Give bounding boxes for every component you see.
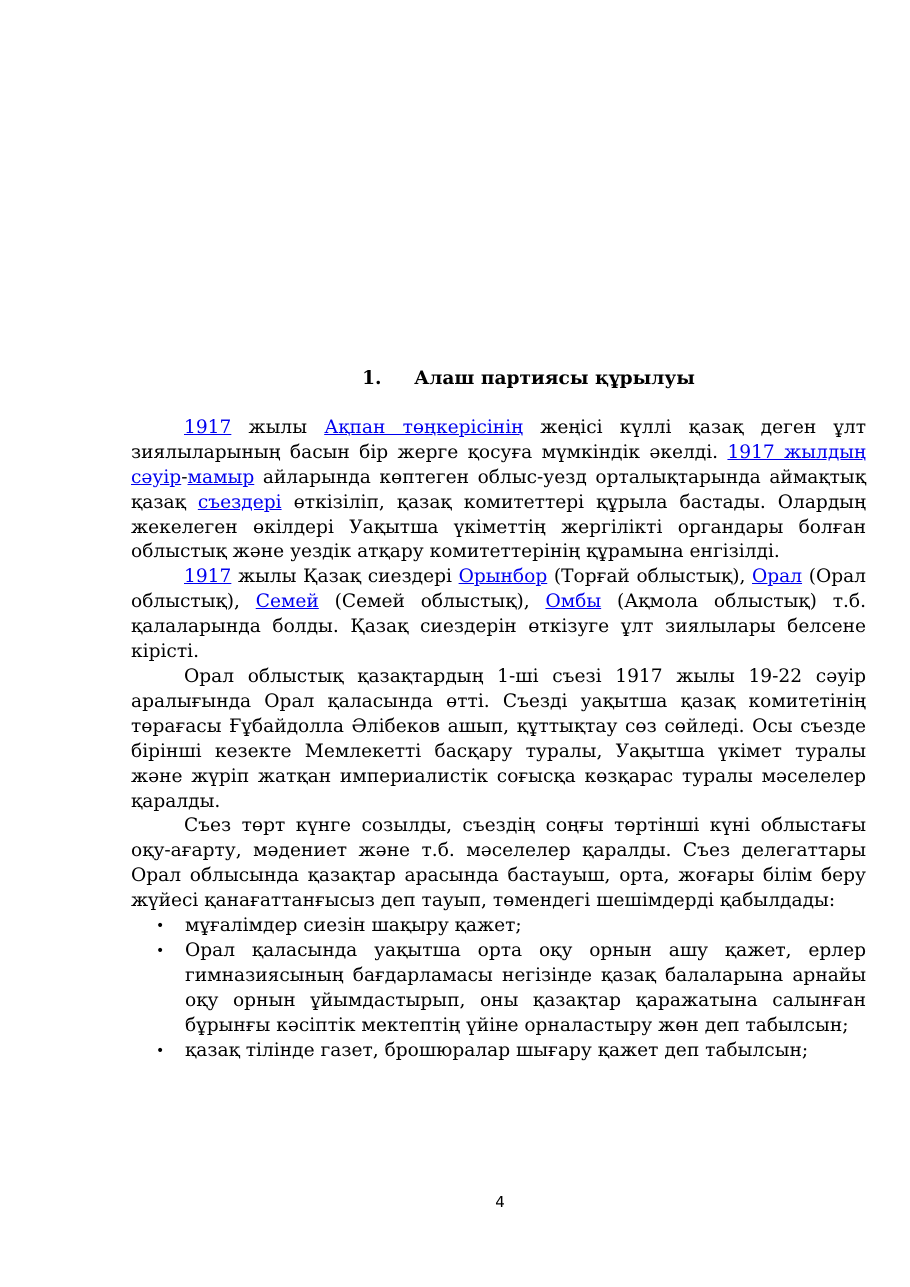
link-february-revolution[interactable]: Ақпан төңкерісінің [324,416,524,438]
paragraph-2 [131,565,866,665]
link-oral[interactable]: Орал [752,566,803,588]
bullet-icon: • [156,942,165,959]
text: жылы Қазақ сиездері [231,566,459,588]
list-item-text: Орал қаласында уақытша орта оқу орнын ашу қажет, ерлер гимназиясының бағдарламасы негізінде қазақ балаларына арнайы оқу орнын ұйымдастырып, оны қазақтар қаражатына салынған бұрынғы кәсіптік мектептің үйіне орналастыру жөн деп табылсын; [185,939,866,1036]
link-orenburg[interactable]: Орынбор [458,566,548,588]
bullet-icon: • [156,1042,165,1059]
text: (Семей облыстық), [318,591,546,613]
text: айларында көптеген облыс-уезд орталықтарында аймақтық қазақ [131,466,866,513]
paragraph-3: Орал облыстық қазақтардың 1-ші съезі 1917 жылы 19-22 сәуір аралығында Орал қаласында өтті. Съезді уақытша қазақ комитетінің төрағасы Ғұбайдолла Әлібеков ашып, құттықтау сөз сөйледі. Осы съезде бірінші кезекте Мемлекетті басқару туралы, Уақытша үкімет туралы және жүріп жатқан империалистік соғысқа көзқарас туралы мәселелер қаралды. [131,665,866,812]
list-item-text: қазақ тілінде газет, брошюралар шығару қажет деп табылсын; [185,1039,809,1061]
text: өткізіліп, қазақ комитеттері құрыла бастады. Олардың жекелеген өкілдері Уақытша үкіметтің жергілікті органдары болған облыстық және уездік атқару комитеттерінің құрамына енгізілді. [131,491,866,563]
link-omby[interactable]: Омбы [545,591,602,613]
text: жылы [231,416,325,438]
link-april[interactable]: сәуір [131,466,182,488]
section-heading [131,367,866,392]
text: - [181,466,188,488]
link-1917[interactable]: 1917 [184,416,232,438]
list-item-text: мұғалімдер сиезін шақыру қажет; [185,915,522,937]
link-may[interactable]: мамыр [187,466,255,488]
paragraph-4: Съез төрт күнге созылды, съездің соңғы төртінші күні облыстағы оқу-ағарту, мәдениет және т.б. мәселелер қаралды. Съез делегаттары Орал облысында қазақтар арасында бастауыш, орта, жоғары білім беру жүйесі қанағаттанғысыз деп тауып, төмендегі шешімдерді қабылдады: [131,815,866,912]
text: жеңісі күллі қазақ деген ұлт зиялыларының басын бір жерге қосуға мүмкіндік әкелді. [131,416,866,463]
decisions-list [131,914,866,1063]
text: (Ақмола облыстық) т.б. қалаларында болды. Қазақ сиездерін өткізуге ұлт зиялылары белсене кірісті. [131,591,866,663]
heading-number: 1. [362,368,382,389]
bullet-icon: • [156,918,165,935]
link-semey[interactable]: Семей [255,591,319,613]
text: (Торғай облыстық), [547,566,753,588]
paragraph-1 [131,416,866,565]
link-1917-year[interactable]: 1917 жылдың [727,441,866,463]
link-1917[interactable]: 1917 [184,566,232,588]
list-item [156,914,866,939]
list-item [156,939,866,1039]
text: (Орал облыстық), [131,566,866,613]
list-item [156,1039,866,1064]
link-congresses[interactable]: съездері [197,491,282,513]
document-body [131,367,866,1063]
page-number: 4 [495,1193,505,1211]
heading-title: Алаш партиясы құрылуы [414,368,695,389]
